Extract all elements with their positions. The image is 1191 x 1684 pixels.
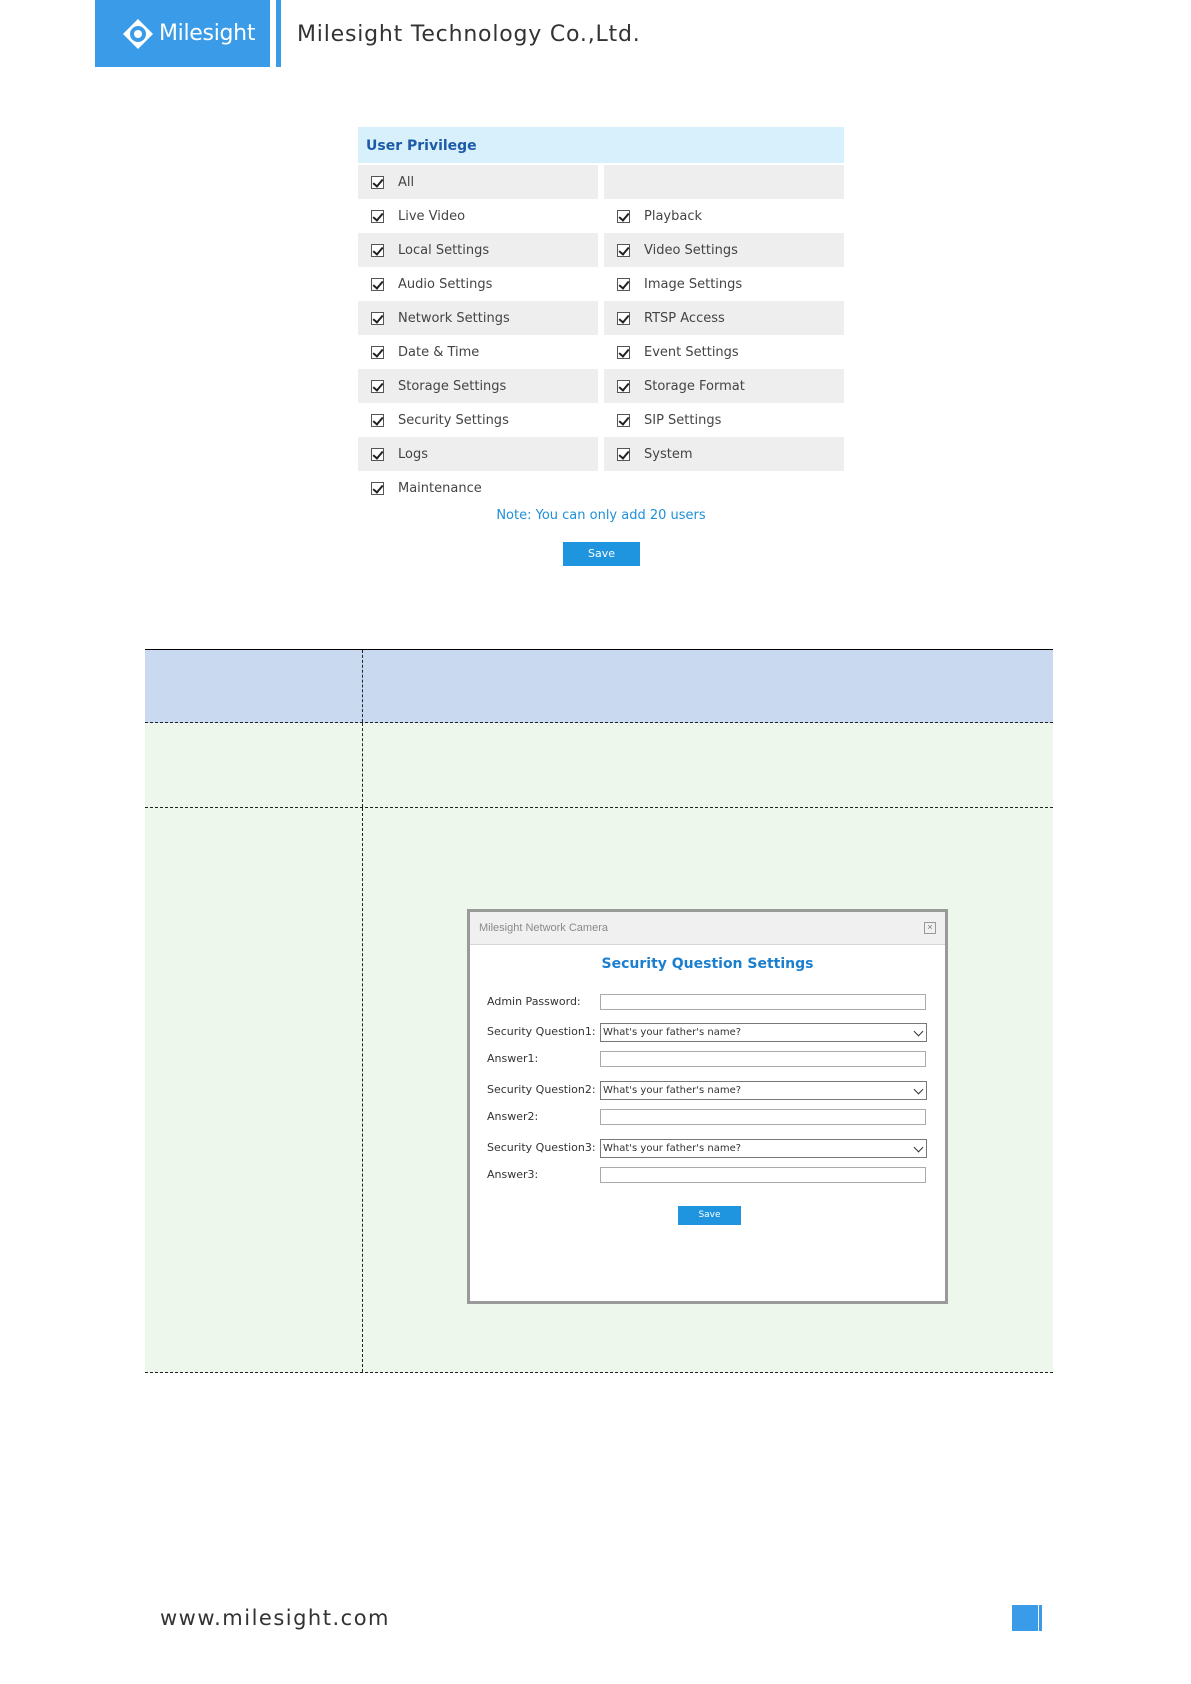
admin-password-label: Admin Password: [487, 995, 581, 1008]
checkbox-checked[interactable] [371, 448, 384, 461]
privilege-cell [604, 165, 844, 199]
privilege-row [358, 437, 844, 471]
security-question3-label: Security Question3: [487, 1141, 596, 1154]
table-cell [363, 650, 1053, 722]
chevron-down-icon [914, 1027, 924, 1037]
privilege-cell [358, 199, 598, 233]
privilege-row [358, 301, 844, 335]
privilege-cell [358, 471, 598, 505]
answer3-field[interactable] [600, 1167, 926, 1183]
checkbox-checked[interactable] [617, 244, 630, 257]
checkbox-checked[interactable] [371, 312, 384, 325]
privilege-cell [604, 199, 844, 233]
checkbox-checked[interactable] [617, 346, 630, 359]
checkbox-checked[interactable] [617, 380, 630, 393]
privilege-cell [604, 369, 844, 403]
dialog-save-button[interactable]: Save [678, 1206, 741, 1225]
answer1-label: Answer1: [487, 1052, 539, 1065]
close-icon[interactable]: × [924, 922, 936, 934]
user-limit-note: Note: You can only add 20 users [496, 508, 706, 523]
user-privilege-panel [358, 127, 844, 505]
privilege-cell [358, 369, 598, 403]
chevron-down-icon [914, 1143, 924, 1153]
privilege-row [358, 471, 844, 505]
security-question2-value: What's your father's name? [603, 1085, 742, 1096]
privilege-row [358, 403, 844, 437]
checkbox-checked[interactable] [617, 414, 630, 427]
security-question1-label: Security Question1: [487, 1025, 596, 1038]
checkbox-checked[interactable] [371, 210, 384, 223]
footer-page-marker [1012, 1605, 1038, 1631]
checkbox-checked[interactable] [371, 278, 384, 291]
privilege-cell [358, 301, 598, 335]
security-question-dialog [467, 909, 948, 1304]
privilege-cell [358, 403, 598, 437]
table-cell [145, 723, 363, 807]
privilege-label: Maintenance [398, 480, 482, 496]
privilege-cell [604, 335, 844, 369]
privilege-label: System [644, 446, 693, 462]
security-question1-value: What's your father's name? [603, 1027, 742, 1038]
privilege-cell [358, 437, 598, 471]
privilege-label: All [398, 174, 415, 190]
privilege-label: SIP Settings [644, 412, 722, 428]
chevron-down-icon [914, 1085, 924, 1095]
checkbox-checked[interactable] [617, 278, 630, 291]
milesight-logo [95, 0, 270, 67]
table-cell [145, 808, 363, 1372]
answer2-label: Answer2: [487, 1110, 539, 1123]
footer-url: www.milesight.com [160, 1606, 390, 1630]
privilege-label: Date & Time [398, 344, 480, 360]
privilege-row [358, 233, 844, 267]
checkbox-checked[interactable] [617, 312, 630, 325]
privilege-label: Network Settings [398, 310, 510, 326]
privilege-label: RTSP Access [644, 310, 725, 326]
privilege-cell [604, 301, 844, 335]
privilege-label: Local Settings [398, 242, 490, 258]
privilege-rows [358, 165, 844, 505]
dialog-heading: Security Question Settings [601, 956, 814, 972]
checkbox-checked[interactable] [617, 210, 630, 223]
privilege-label: Security Settings [398, 412, 509, 428]
table-cell [145, 650, 363, 722]
checkbox-checked[interactable] [617, 448, 630, 461]
header-accent-bar [276, 0, 281, 67]
privilege-cell [358, 165, 598, 199]
checkbox-checked[interactable] [371, 380, 384, 393]
save-button[interactable]: Save [563, 542, 640, 566]
privilege-label: Image Settings [644, 276, 743, 292]
privilege-label: Video Settings [644, 242, 738, 258]
table-row [145, 723, 1053, 808]
checkbox-checked[interactable] [371, 244, 384, 257]
privilege-row [358, 267, 844, 301]
checkbox-checked[interactable] [371, 346, 384, 359]
privilege-cell [604, 403, 844, 437]
privilege-label: Audio Settings [398, 276, 493, 292]
dialog-titlebar [470, 912, 945, 945]
security-question3-value: What's your father's name? [603, 1143, 742, 1154]
privilege-label: Storage Settings [398, 378, 507, 394]
privilege-row [358, 199, 844, 233]
logo-text: Milesight [159, 21, 256, 46]
answer1-field[interactable] [600, 1051, 926, 1067]
privilege-row [358, 335, 844, 369]
privilege-row [358, 165, 844, 199]
checkbox-checked[interactable] [371, 482, 384, 495]
privilege-label: Event Settings [644, 344, 739, 360]
security-question1-select[interactable] [600, 1023, 927, 1042]
checkbox-checked[interactable] [371, 176, 384, 189]
security-question3-select[interactable] [600, 1139, 927, 1158]
table-cell [363, 723, 1053, 807]
privilege-cell [604, 267, 844, 301]
table-header-row [145, 650, 1053, 723]
security-question2-label: Security Question2: [487, 1083, 596, 1096]
privilege-label: Logs [398, 446, 428, 462]
milesight-logo-icon [121, 17, 155, 51]
admin-password-field[interactable] [600, 994, 926, 1010]
privilege-cell [604, 471, 844, 505]
privilege-cell [358, 335, 598, 369]
privilege-cell [604, 233, 844, 267]
answer3-label: Answer3: [487, 1168, 539, 1181]
privilege-cell [358, 233, 598, 267]
privilege-label: Storage Format [644, 378, 745, 394]
answer2-field[interactable] [600, 1109, 926, 1125]
checkbox-checked[interactable] [371, 414, 384, 427]
user-privilege-title: User Privilege [358, 127, 844, 165]
footer-accent-bar [1039, 1605, 1042, 1631]
privilege-row [358, 369, 844, 403]
privilege-cell [604, 437, 844, 471]
privilege-label: Playback [644, 208, 703, 224]
privilege-label: Live Video [398, 208, 466, 224]
privilege-cell [358, 267, 598, 301]
dialog-window-title: Milesight Network Camera [479, 922, 608, 934]
security-question2-select[interactable] [600, 1081, 927, 1100]
company-name: Milesight Technology Co.,Ltd. [297, 22, 641, 47]
